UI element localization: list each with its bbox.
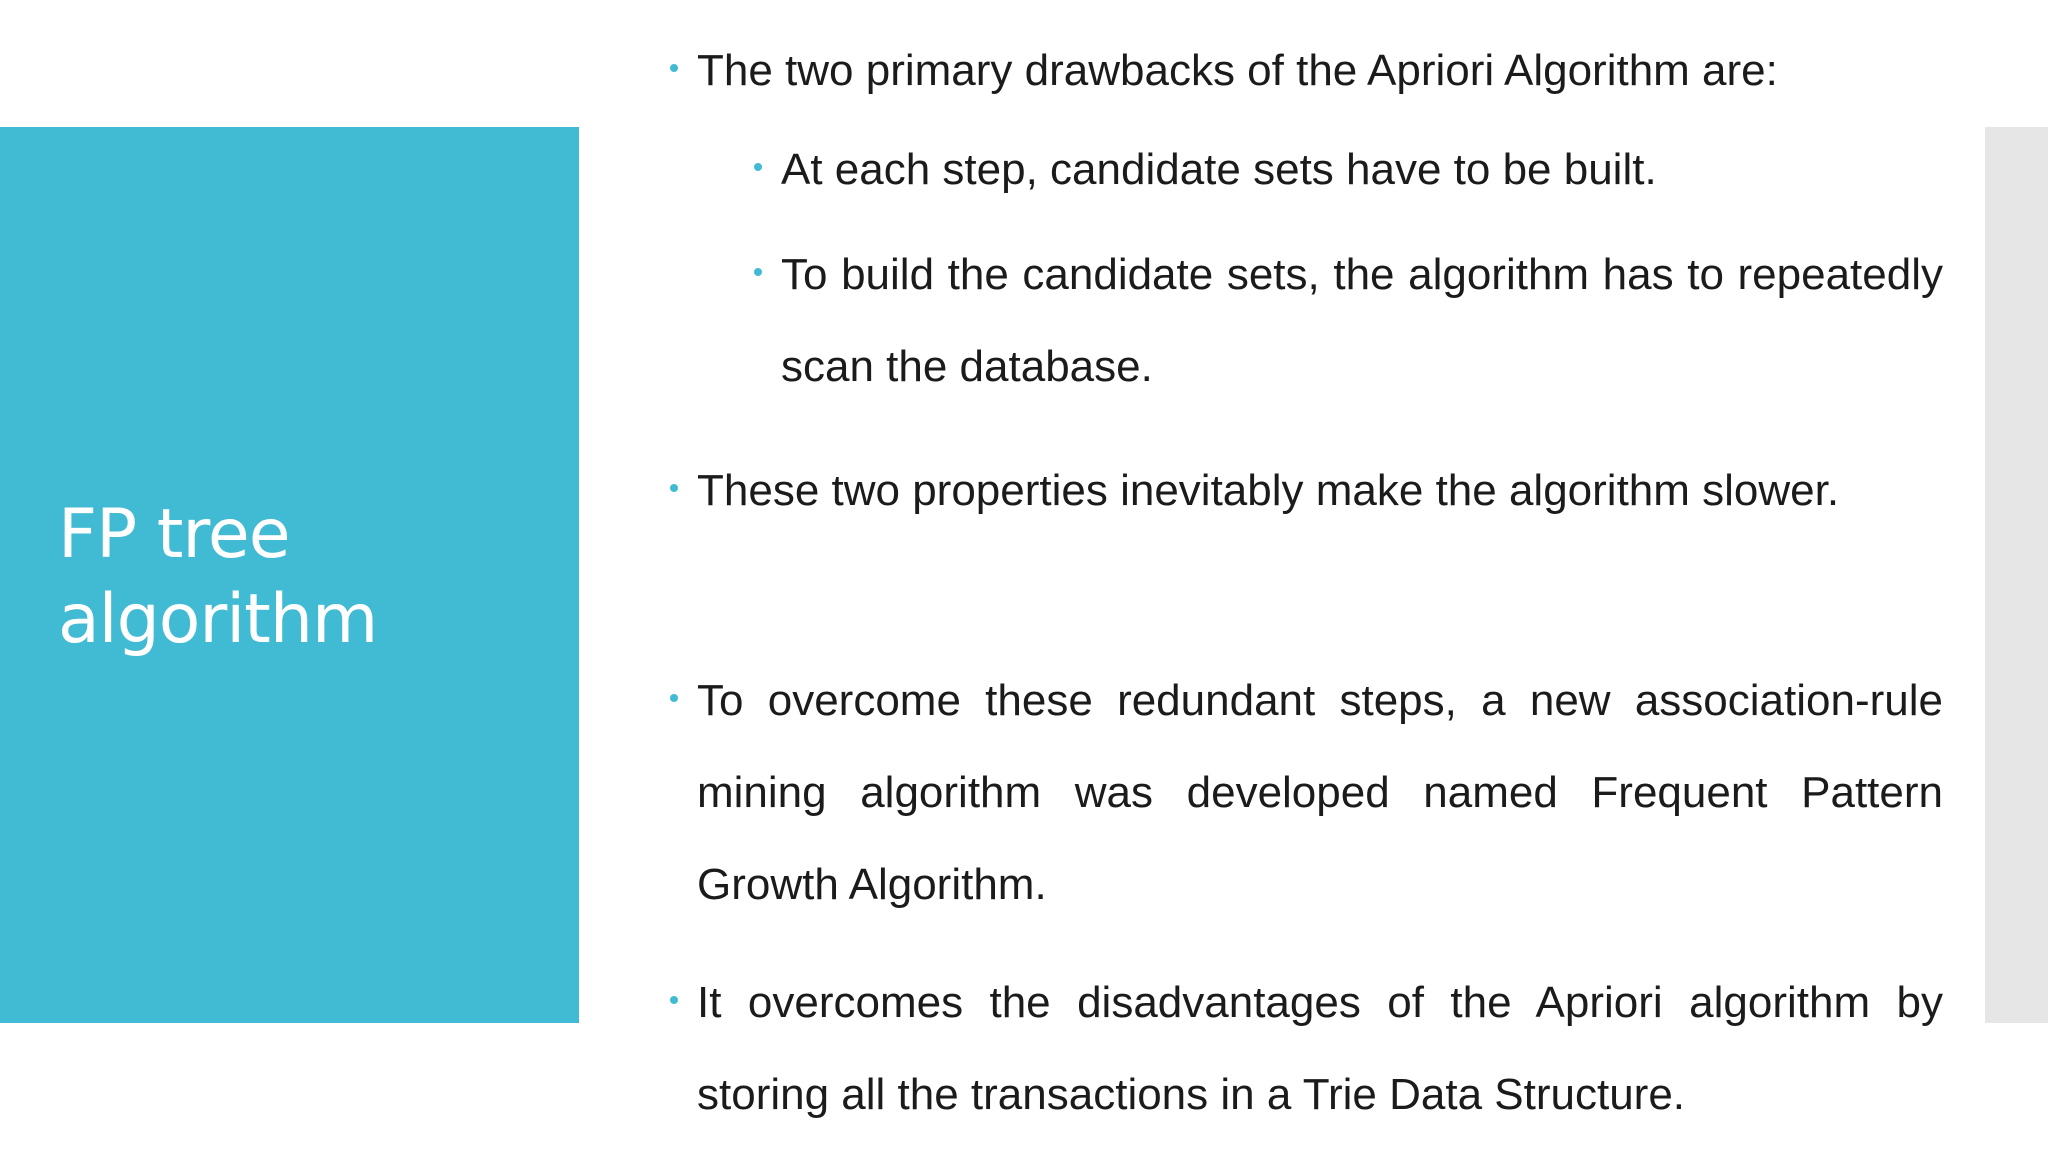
bullet-text: It overcomes the disadvantages of the Apriori algorithm by storing all the transactions in a Trie Data Structure. xyxy=(697,978,1943,1119)
bullet-item xyxy=(697,25,1943,117)
bullet-dot-icon xyxy=(670,64,678,72)
bullet-dot-icon xyxy=(670,996,678,1004)
bullet-dot-icon xyxy=(670,484,678,492)
sub-bullet-item xyxy=(781,124,1943,216)
bullet-dot-icon xyxy=(754,268,762,276)
slide-title-line-2: algorithm xyxy=(58,580,378,659)
bullet-text: To build the candidate sets, the algorithm has to repeatedly scan the database. xyxy=(781,250,1943,391)
bullet-dot-icon xyxy=(754,163,762,171)
bullet-item xyxy=(697,655,1943,931)
bullet-dot-icon xyxy=(670,694,678,702)
bullet-text: At each step, candidate sets have to be built. xyxy=(781,145,1657,194)
bullet-text: The two primary drawbacks of the Apriori Algorithm are: xyxy=(697,46,1778,95)
bullet-item xyxy=(697,957,1943,1141)
bullet-text: These two properties inevitably make the algorithm slower. xyxy=(697,466,1840,515)
bullet-text: To overcome these redundant steps, a new association-rule mining algorithm was developed named Frequent Pattern Growth Algorithm. xyxy=(697,676,1943,909)
sub-bullet-item xyxy=(781,229,1943,413)
bullet-item xyxy=(697,445,1943,537)
slide-title-line-1: FP tree xyxy=(58,495,290,574)
